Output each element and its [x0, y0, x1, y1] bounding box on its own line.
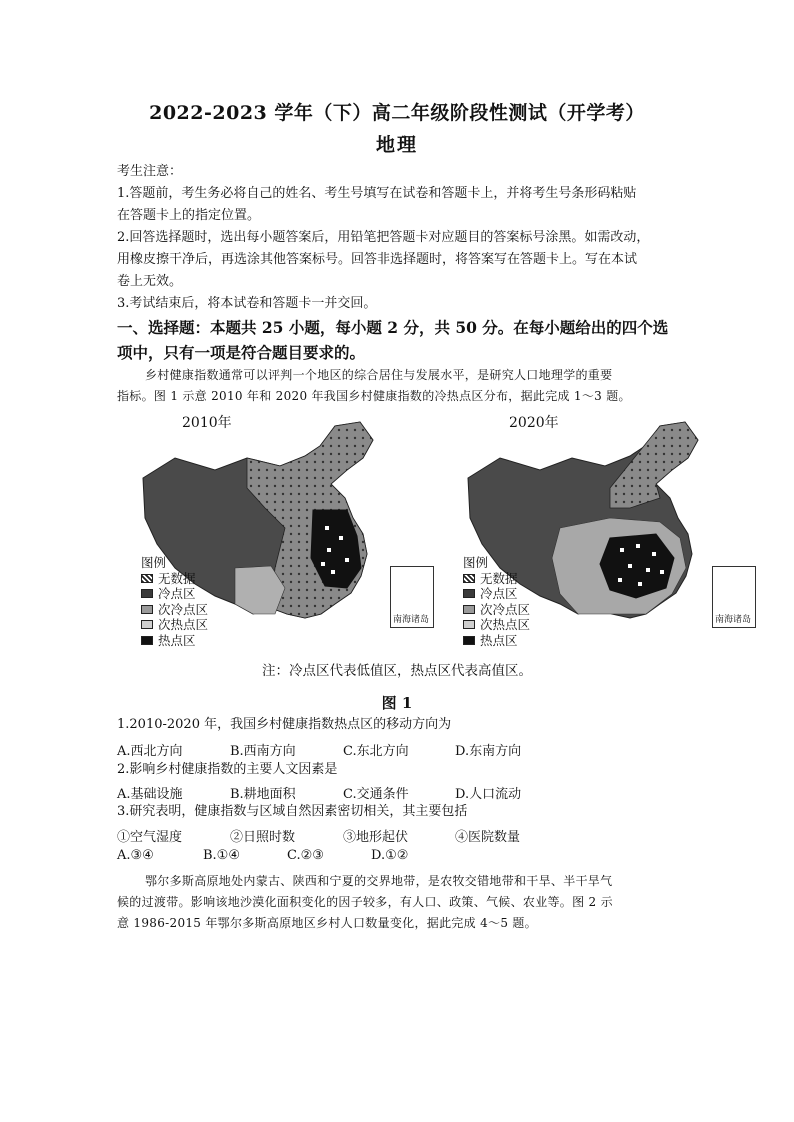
map-2020-label: 2020年: [509, 415, 559, 431]
legend-title: 图例: [141, 555, 167, 570]
legend-item-nodata: 无数据: [141, 571, 208, 587]
q3-item-2: ②日照时数: [230, 830, 296, 845]
q3-option-b: B.①④: [203, 848, 240, 863]
legend-item-subhot: 次热点区: [141, 617, 208, 633]
notice-item-2-cont: 用橡皮擦干净后，再选涂其他答案标号。回答非选择题时，将答案写在答题卡上。写在本试: [117, 252, 638, 267]
notice-heading: 考生注意：: [117, 164, 183, 179]
south-china-sea-inset-2010: 南海诸岛: [390, 566, 434, 628]
black-swatch-icon: [141, 636, 153, 645]
legend-item-hot: 热点区: [141, 633, 208, 649]
figure-note: 注：冷点区代表低值区，热点区代表高值区。: [262, 663, 532, 679]
legend-item-subhot: 次热点区: [463, 617, 530, 633]
q1-option-c: C.东北方向: [343, 744, 409, 759]
legend-2020: [463, 555, 530, 648]
notice-item-1-cont: 在答题卡上的指定位置。: [117, 208, 261, 223]
light-swatch-icon: [463, 620, 475, 629]
map-2010-label: 2010年: [182, 415, 232, 431]
passage-2-line-1: 鄂尔多斯高原地处内蒙古、陕西和宁夏的交界地带，是农牧交错地带和干旱、半干旱气: [145, 874, 613, 888]
legend-item-subcold: 次冷点区: [141, 602, 208, 618]
legend-item-cold: 冷点区: [463, 586, 530, 602]
q3-option-a: A.③④: [117, 848, 154, 863]
notice-item-1: 1.答题前，考生务必将自己的姓名、考生号填写在试卷和答题卡上，并将考生号条形码粘贴: [117, 186, 637, 201]
q2-option-a: A.基础设施: [117, 787, 183, 802]
legend-item-subcold: 次冷点区: [463, 602, 530, 618]
dark-swatch-icon: [141, 589, 153, 598]
dark-swatch-icon: [463, 589, 475, 598]
passage-1-line-2: 指标。图 1 示意 2010 年和 2020 年我国乡村健康指数的冷热点区分布，据此完成 1～3 题。: [117, 389, 631, 403]
notice-item-2-cont2: 卷上无效。: [117, 274, 183, 289]
question-2-stem: 2.影响乡村健康指数的主要人文因素是: [117, 762, 338, 777]
q3-item-4: ④医院数量: [455, 830, 521, 845]
passage-1-line-1: 乡村健康指数通常可以评判一个地区的综合居住与发展水平，是研究人口地理学的重要: [145, 368, 613, 382]
question-1-stem: 1.2010-2020 年，我国乡村健康指数热点区的移动方向为: [117, 717, 452, 732]
q1-option-a: A.西北方向: [117, 744, 183, 759]
south-china-sea-inset-2020: 南海诸岛: [712, 566, 756, 628]
notice-item-2: 2.回答选择题时，选出每小题答案后，用铅笔把答题卡对应题目的答案标号涂黑。如需改动，: [117, 230, 650, 245]
q2-option-d: D.人口流动: [455, 787, 522, 802]
notice-item-3: 3.考试结束后，将本试卷和答题卡一并交回。: [117, 296, 377, 311]
hatched-swatch-icon: [463, 574, 475, 583]
q3-item-3: ③地形起伏: [343, 830, 409, 845]
q2-option-c: C.交通条件: [343, 787, 409, 802]
passage-2-line-3: 意 1986-2015 年鄂尔多斯高原地区乡村人口数量变化，据此完成 4～5 题。: [117, 916, 537, 930]
q3-item-1: ①空气湿度: [117, 830, 183, 845]
legend-item-nodata: 无数据: [463, 571, 530, 587]
exam-title: 2022-2023 学年（下）高二年级阶段性测试（开学考）: [149, 102, 645, 124]
light-swatch-icon: [141, 620, 153, 629]
section-heading-cont: 项中，只有一项是符合题目要求的。: [117, 343, 366, 362]
passage-2-line-2: 候的过渡带。影响该地沙漠化面积变化的因子较多，有人口、政策、气候、农业等。图 2 示: [117, 895, 613, 909]
black-swatch-icon: [463, 636, 475, 645]
question-3-stem: 3.研究表明，健康指数与区域自然因素密切相关，其主要包括: [117, 804, 468, 819]
legend-item-hot: 热点区: [463, 633, 530, 649]
legend-2010: [141, 555, 208, 648]
figure-caption: 图 1: [381, 694, 413, 712]
q1-option-b: B.西南方向: [230, 744, 296, 759]
q3-option-c: C.②③: [287, 848, 324, 863]
legend-item-cold: 冷点区: [141, 586, 208, 602]
q2-option-b: B.耕地面积: [230, 787, 296, 802]
q3-option-d: D.①②: [371, 848, 409, 863]
q1-option-d: D.东南方向: [455, 744, 522, 759]
gray-swatch-icon: [141, 605, 153, 614]
legend-title: 图例: [463, 555, 489, 570]
section-heading: 一、选择题：本题共 25 小题，每小题 2 分，共 50 分。在每小题给出的四个选: [117, 318, 669, 337]
hatched-swatch-icon: [141, 574, 153, 583]
gray-swatch-icon: [463, 605, 475, 614]
subject-title: 地理: [375, 134, 418, 156]
